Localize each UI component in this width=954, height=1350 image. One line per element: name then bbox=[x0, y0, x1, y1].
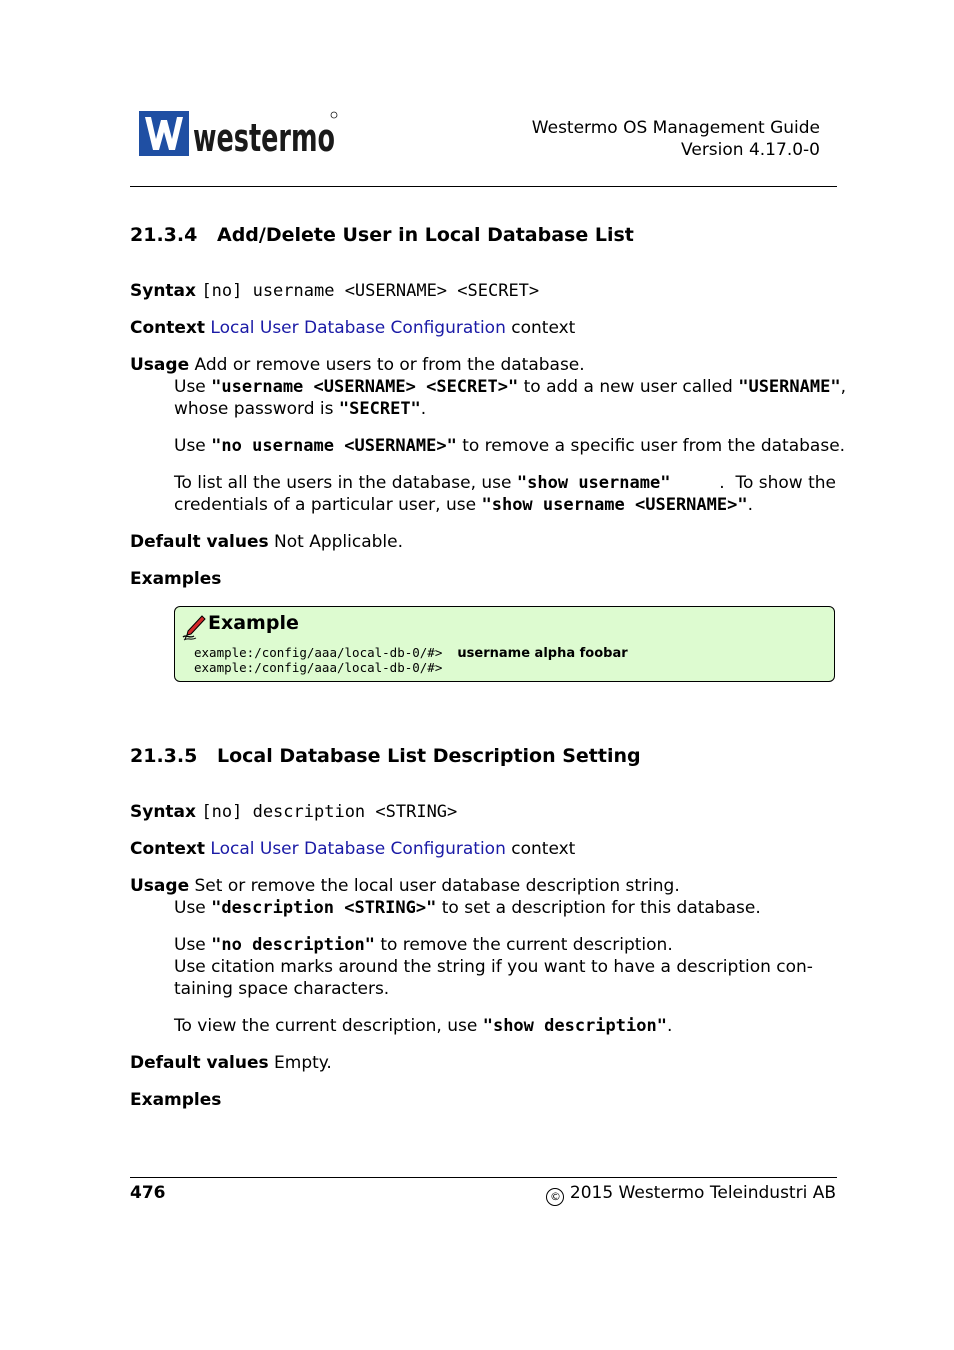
examples-label: Examples bbox=[130, 569, 222, 589]
text: . bbox=[420, 399, 427, 419]
pen-icon bbox=[182, 615, 206, 641]
cli-command: username alpha foobar bbox=[457, 646, 628, 661]
code-snippet: "show username <USERNAME>" bbox=[481, 495, 748, 515]
syntax-row bbox=[130, 280, 539, 302]
text: To view the current description, use bbox=[174, 1016, 483, 1036]
usage-intro: Set or remove the local user database description string. bbox=[194, 876, 680, 896]
context-label: Context bbox=[130, 318, 206, 338]
text: Use bbox=[174, 377, 212, 397]
syntax-text: [no] username <USERNAME> <SECRET> bbox=[201, 281, 540, 301]
copyright-icon: © bbox=[546, 1188, 564, 1206]
context-suffix: context bbox=[511, 318, 576, 338]
code-snippet: "username <USERNAME> <SECRET>" bbox=[211, 377, 519, 397]
code-snippet: "SECRET" bbox=[338, 399, 421, 419]
syntax-text: [no] description <STRING> bbox=[201, 802, 458, 822]
text: . bbox=[666, 1016, 673, 1036]
code-snippet: "no username <USERNAME>" bbox=[211, 436, 457, 456]
section-heading-21-3-5 bbox=[130, 745, 641, 767]
text: to set a description for this database. bbox=[436, 898, 761, 918]
usage-row bbox=[130, 875, 680, 897]
context-link[interactable]: Local User Database Configuration bbox=[210, 839, 506, 859]
code-snippet: "show username" bbox=[516, 473, 671, 493]
context-suffix: context bbox=[511, 839, 576, 859]
svg-text:westermo: westermo bbox=[193, 116, 335, 160]
text: whose password is bbox=[174, 399, 339, 419]
usage-paragraph bbox=[174, 472, 836, 494]
default-values-text: Empty. bbox=[274, 1053, 332, 1073]
context-link[interactable]: Local User Database Configuration bbox=[210, 318, 506, 338]
footer-rule bbox=[130, 1177, 837, 1178]
default-values-row bbox=[130, 531, 403, 553]
text: Use bbox=[174, 436, 212, 456]
section-title: Local Database List Description Setting bbox=[217, 745, 641, 767]
example-title: Example bbox=[208, 612, 299, 634]
default-values-label: Default values bbox=[130, 1053, 269, 1073]
usage-paragraph bbox=[174, 398, 426, 420]
usage-paragraph bbox=[174, 494, 753, 516]
usage-paragraph bbox=[174, 376, 846, 398]
default-values-text: Not Applicable. bbox=[274, 532, 404, 552]
text: . To show the bbox=[719, 473, 836, 493]
doc-title: Westermo OS Management Guide bbox=[531, 118, 820, 138]
code-line bbox=[194, 645, 628, 661]
text: , bbox=[840, 377, 846, 397]
usage-label: Usage bbox=[130, 876, 190, 896]
context-row bbox=[130, 838, 575, 860]
text bbox=[174, 472, 670, 494]
copyright bbox=[546, 1182, 836, 1206]
code-line bbox=[194, 660, 442, 675]
usage-intro: Add or remove users to or from the database. bbox=[194, 355, 585, 375]
section-title: Add/Delete User in Local Database List bbox=[217, 224, 634, 246]
page-number: 476 bbox=[130, 1183, 166, 1203]
examples-label: Examples bbox=[130, 1090, 222, 1110]
text: to remove the current description. bbox=[374, 935, 673, 955]
syntax-label: Syntax bbox=[130, 802, 196, 822]
cli-prompt: example:/config/aaa/local-db-0/#> bbox=[194, 645, 443, 660]
code-snippet: "USERNAME" bbox=[738, 377, 841, 397]
usage-paragraph: taining space characters. bbox=[174, 979, 390, 999]
text: Use bbox=[174, 898, 212, 918]
usage-paragraph: Use citation marks around the string if you want to have a description con- bbox=[174, 957, 813, 977]
usage-paragraph bbox=[174, 934, 673, 956]
text: . bbox=[747, 495, 753, 515]
code-snippet: "show description" bbox=[482, 1016, 667, 1036]
default-values-label: Default values bbox=[130, 532, 269, 552]
usage-row bbox=[130, 354, 585, 376]
text: To list all the users in the database, use bbox=[174, 473, 517, 493]
context-row bbox=[130, 317, 575, 339]
code-snippet: "no description" bbox=[211, 935, 375, 955]
doc-version: Version 4.17.0-0 bbox=[681, 140, 820, 160]
default-values-row bbox=[130, 1052, 332, 1074]
westermo-logo bbox=[139, 110, 339, 158]
text: to add a new user called bbox=[518, 377, 739, 397]
example-box bbox=[174, 606, 835, 682]
usage-paragraph bbox=[174, 435, 845, 457]
context-label: Context bbox=[130, 839, 206, 859]
section-number: 21.3.5 bbox=[130, 745, 198, 767]
cli-prompt: example:/config/aaa/local-db-0/#> bbox=[194, 660, 443, 675]
usage-label: Usage bbox=[130, 355, 190, 375]
text: Use bbox=[174, 935, 212, 955]
usage-paragraph bbox=[174, 1015, 672, 1037]
usage-paragraph bbox=[174, 897, 761, 919]
code-snippet: "description <STRING>" bbox=[211, 898, 437, 918]
syntax-label: Syntax bbox=[130, 281, 196, 301]
section-number: 21.3.4 bbox=[130, 224, 198, 246]
text: to remove a specific user from the database. bbox=[456, 436, 846, 456]
header-rule bbox=[130, 186, 837, 187]
text: credentials of a particular user, use bbox=[174, 495, 482, 515]
copyright-text: 2015 Westermo Teleindustri AB bbox=[569, 1183, 836, 1203]
section-heading-21-3-4 bbox=[130, 224, 634, 246]
syntax-row bbox=[130, 801, 457, 823]
document-header bbox=[532, 117, 820, 161]
